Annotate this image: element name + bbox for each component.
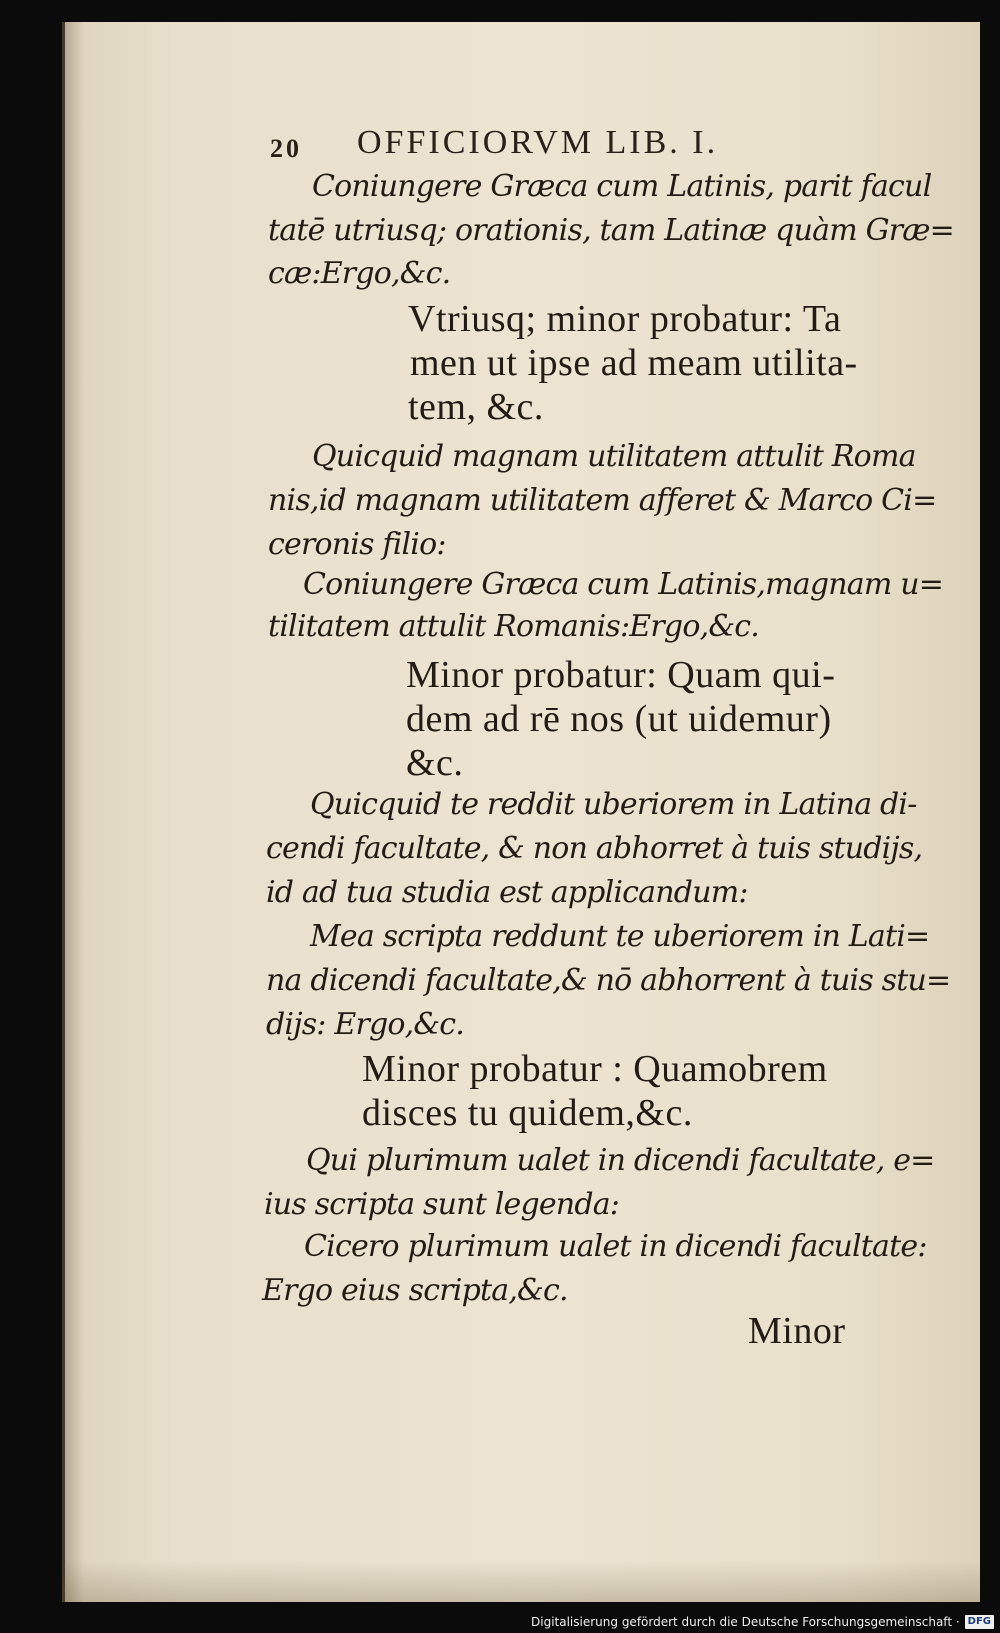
text-line: Quicquid magnam utilitatem attulit Roma: [312, 439, 916, 474]
dfg-logo-icon: DFG: [965, 1615, 994, 1629]
text-line: &c.: [406, 742, 464, 784]
credit-text: Digitalisierung gefördert durch die Deutsche Forschungsgemeinschaft ·: [531, 1615, 960, 1629]
text-line: dem ad rē nos (ut uidemur): [406, 698, 832, 740]
text-line: Quicquid te reddit uberiorem in Latina di-: [310, 787, 917, 822]
text-line: ius scripta sunt legenda:: [264, 1187, 620, 1222]
text-line: disces tu quidem,&c.: [362, 1092, 693, 1134]
text-line: Mea scripta reddunt te uberiorem in Lati=: [310, 919, 930, 954]
page-gutter-shadow: [62, 22, 84, 1602]
text-line: tem, &c.: [408, 386, 544, 428]
text-line: Cicero plurimum ualet in dicendi facultate:: [304, 1229, 927, 1264]
text-line: ceronis filio:: [268, 527, 446, 562]
running-title: OFFICIORVM LIB. I.: [357, 124, 719, 161]
catchword: Minor: [748, 1310, 846, 1352]
text-line: dijs: Ergo,&c.: [266, 1007, 465, 1042]
text-line: tatē utriusq; orationis, tam Latinæ quàm Græ=: [268, 213, 955, 248]
text-line: cæ:Ergo,&c.: [268, 256, 451, 291]
text-line: cendi facultate, & non abhorret à tuis studijs,: [266, 831, 923, 866]
text-line: men ut ipse ad meam utilita-: [410, 342, 858, 384]
page-number: 20: [270, 134, 302, 163]
text-line: Coniungere Græca cum Latinis,magnam u=: [303, 567, 944, 602]
text-line: Vtriusq; minor probatur: Ta: [408, 298, 842, 340]
text-line: na dicendi facultate,& nō abhorrent à tuis stu=: [266, 963, 951, 998]
text-line: id ad tua studia est applicandum:: [266, 875, 748, 910]
text-line: Coniungere Græca cum Latinis, parit facul: [312, 169, 932, 204]
page-bottom-shadow: [62, 1560, 980, 1602]
text-line: Minor probatur: Quam qui-: [406, 654, 836, 696]
text-line: Minor probatur : Quamobrem: [362, 1048, 828, 1090]
text-line: nis,id magnam utilitatem afferet & Marco Ci=: [268, 483, 937, 518]
text-line: tilitatem attulit Romanis:Ergo,&c.: [268, 609, 759, 644]
digitization-credit: [531, 1615, 994, 1629]
text-line: Qui plurimum ualet in dicendi facultate, e=: [306, 1143, 935, 1178]
text-line: Ergo eius scripta,&c.: [262, 1273, 568, 1308]
